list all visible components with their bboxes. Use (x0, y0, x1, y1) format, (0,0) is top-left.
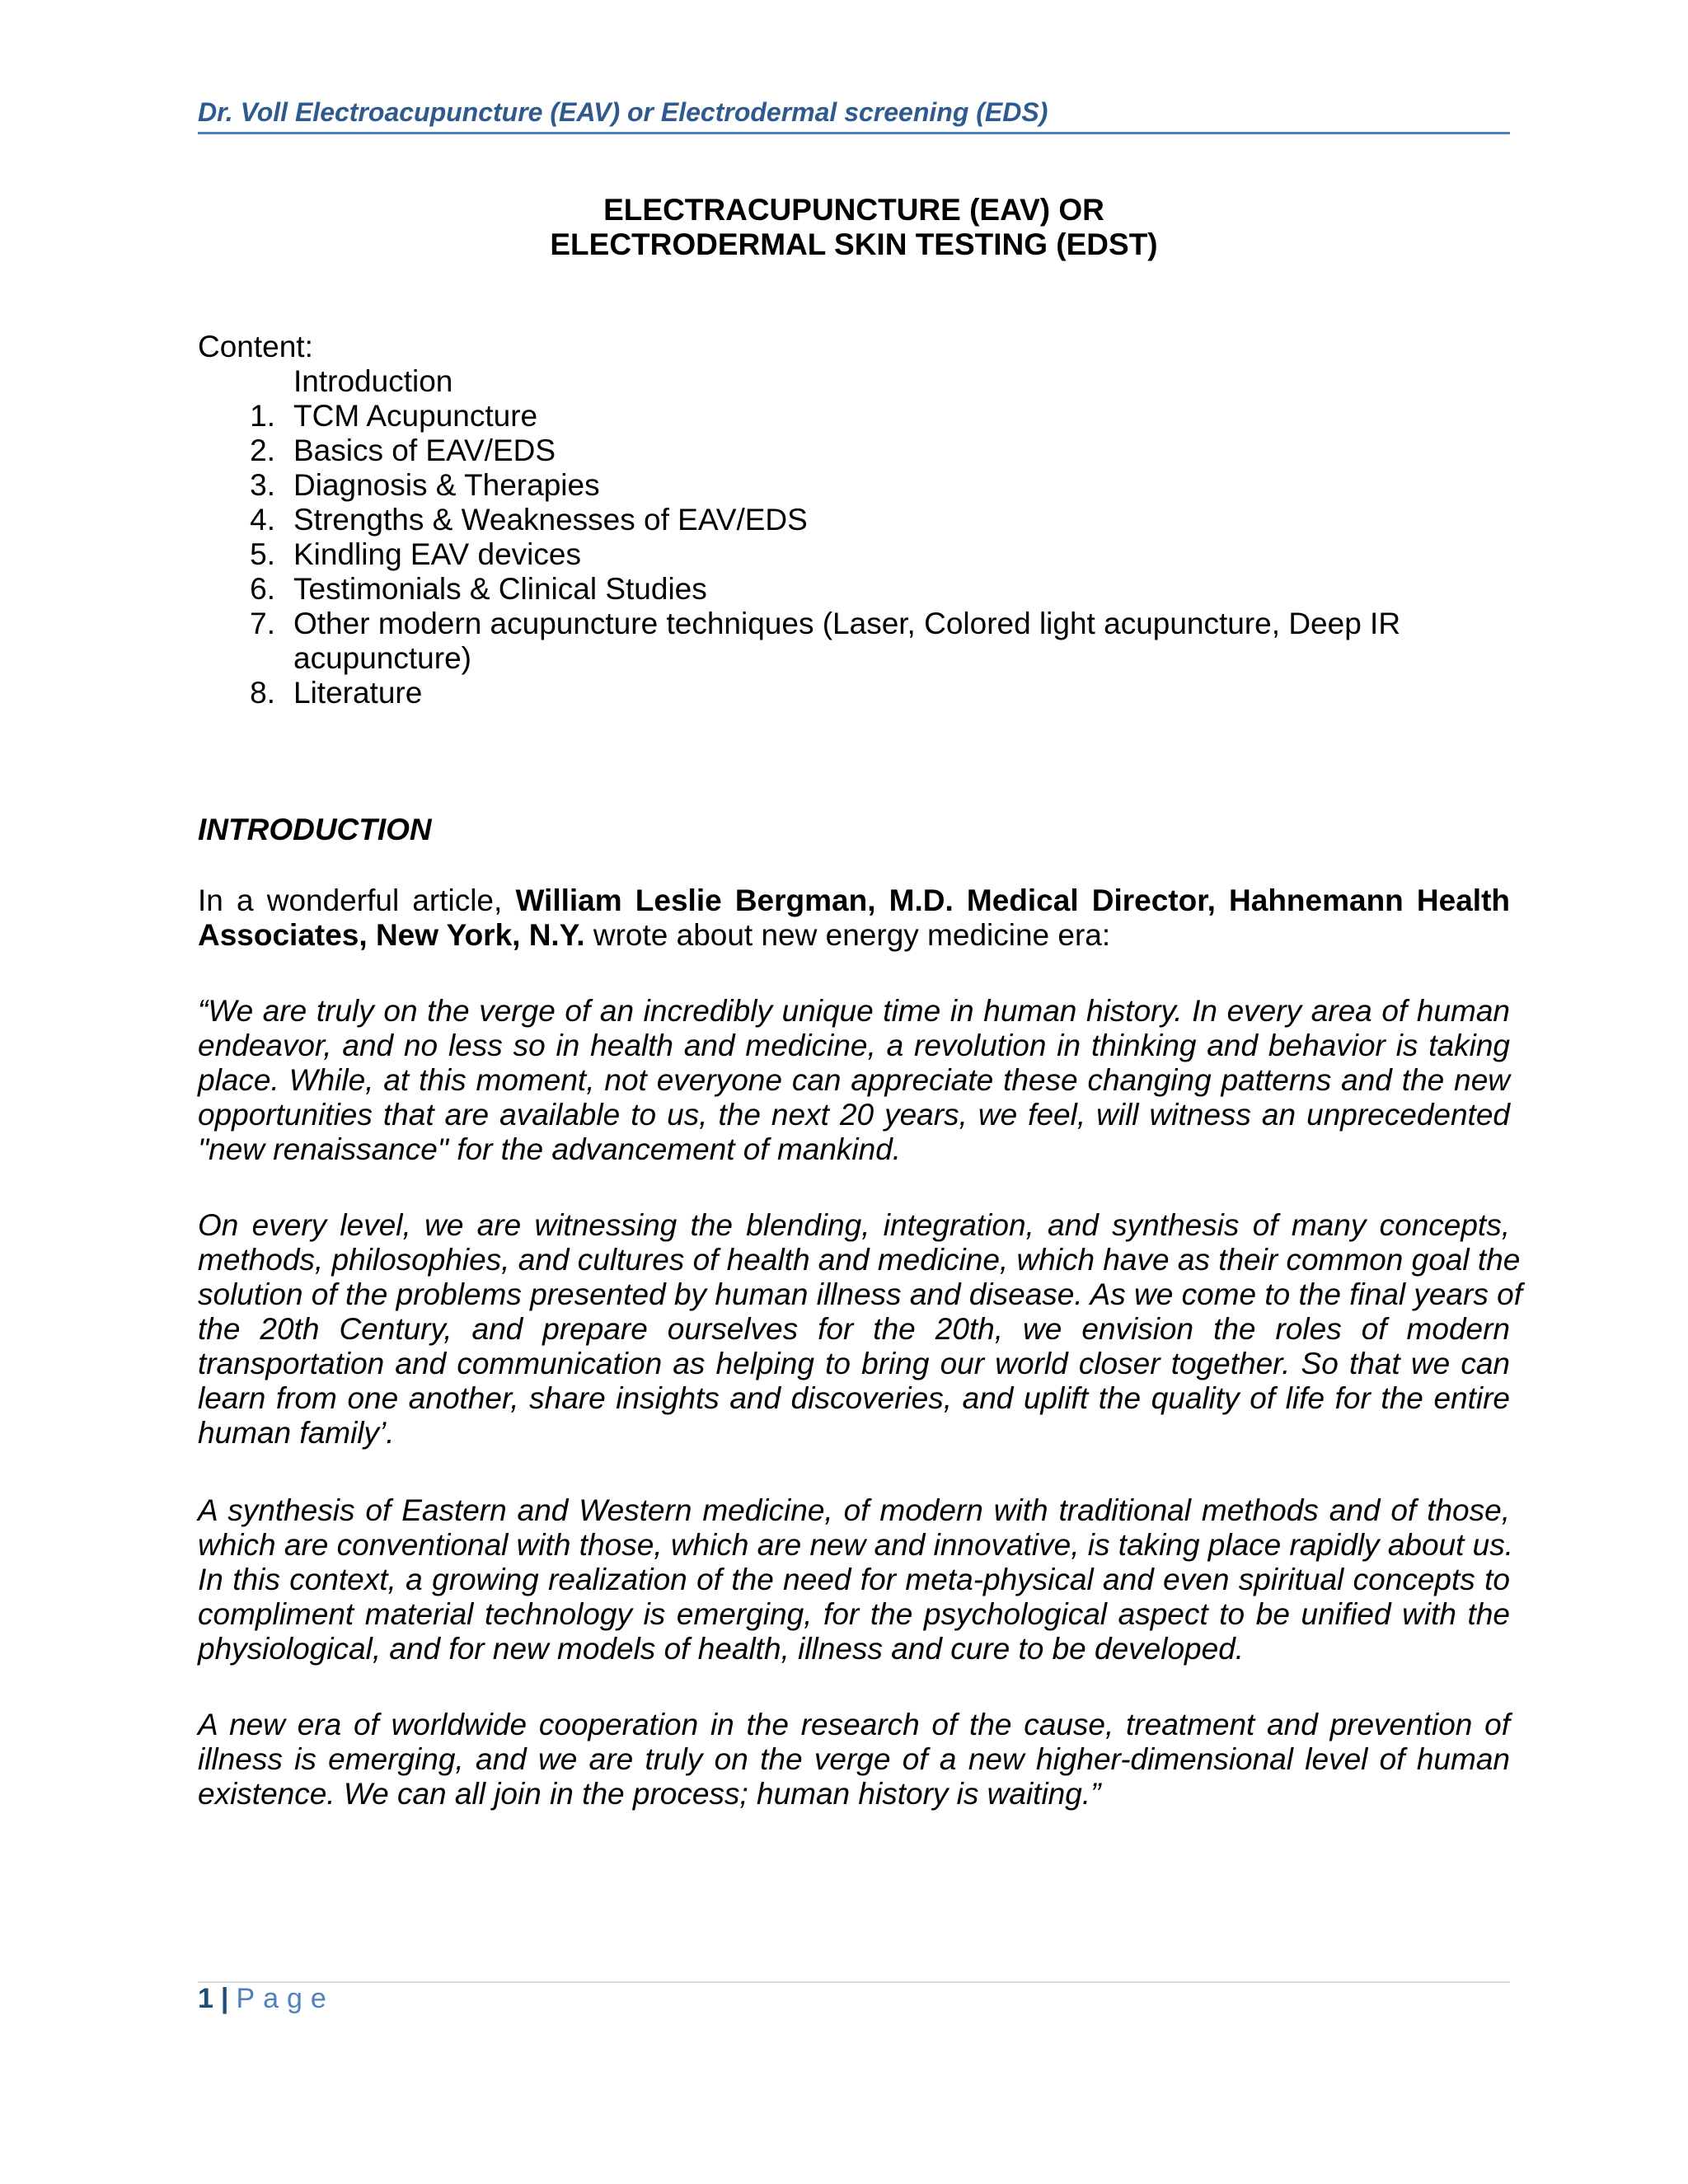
toc-intro: Introduction (293, 364, 453, 398)
toc-item-text-continued: acupuncture) (293, 641, 471, 675)
toc-item-text: Testimonials & Clinical Studies (293, 572, 707, 606)
contents-label: Content: (198, 330, 313, 363)
quote-line: A synthesis of Eastern and Western medicine, of modern with traditional methods and of those, (198, 1493, 1510, 1527)
quote-line: the 20th Century, and prepare ourselves for the 20th, we envision the roles of modern (198, 1312, 1510, 1346)
page-footer (198, 1981, 335, 2016)
quote-line: human family’. (198, 1416, 395, 1450)
author-affiliation: Associates, New York, N.Y. (198, 918, 585, 952)
introduction-heading: INTRODUCTION (198, 813, 432, 846)
toc-item-text: Kindling EAV devices (293, 537, 581, 571)
quote-paragraph-1 (198, 994, 1510, 1167)
toc-item-number: 3. (250, 468, 275, 502)
quote-line: transportation and communication as helping to bring our world closer together. So that we can (198, 1347, 1510, 1380)
quote-line: learn from one another, share insights and discoveries, and uplift the quality of life for the entire (198, 1381, 1510, 1415)
quote-line: illness is emerging, and we are truly on the verge of a new higher-dimensional level of human (198, 1742, 1510, 1776)
quote-paragraph-3 (198, 1493, 1514, 1666)
quote-line: place. While, at this moment, not everyone can appreciate these changing patterns and the new (198, 1063, 1510, 1097)
toc-item-number: 2. (250, 434, 275, 467)
quote-line: "new renaissance" for the advancement of mankind. (198, 1132, 902, 1166)
page-label: Page (236, 1983, 335, 2014)
quote-paragraph-2 (198, 1208, 1522, 1451)
toc-item-number: 1. (250, 399, 275, 433)
toc-item-number: 6. (250, 572, 275, 606)
quote-line: endeavor, and no less so in health and medicine, a revolution in thinking and behavior is taking (198, 1029, 1510, 1062)
running-header-title: Dr. Voll Electroacupuncture (EAV) or Electrodermal screening (EDS) (198, 97, 1048, 127)
toc-item-text: Strengths & Weaknesses of EAV/EDS (293, 503, 808, 537)
intro-line (198, 918, 1510, 953)
quote-line: solution of the problems presented by human illness and disease. As we come to the final years of (198, 1277, 1522, 1311)
footer-separator: | (220, 1983, 230, 2014)
page-number: 1 (198, 1983, 214, 2014)
quote-line: physiological, and for new models of health, illness and cure to be developed. (198, 1632, 1245, 1666)
quote-line: methods, philosophies, and cultures of health and medicine, which have as their common goal the (198, 1243, 1521, 1277)
toc-item-number: 7. (250, 607, 275, 640)
intro-line (198, 883, 1510, 918)
intro-text: wrote about new energy medicine era: (584, 918, 1111, 952)
quote-line: In this context, a growing realization of the need for meta-physical and even spiritual concepts to (198, 1563, 1510, 1596)
quote-line: On every level, we are witnessing the blending, integration, and synthesis of many concepts, (198, 1208, 1510, 1242)
toc-item-text: Basics of EAV/EDS (293, 434, 556, 467)
toc-item-number: 4. (250, 503, 275, 537)
toc-item-text: Diagnosis & Therapies (293, 468, 600, 502)
quote-line: A new era of worldwide cooperation in the research of the cause, treatment and prevention of (198, 1708, 1510, 1741)
toc-item-text: Other modern acupuncture techniques (Laser, Colored light acupuncture, Deep IR (293, 607, 1401, 640)
author-credit: William Leslie Bergman, M.D. Medical Director, Hahnemann Health (515, 883, 1511, 917)
running-header (198, 91, 1510, 134)
toc-item-number: 8. (250, 676, 275, 710)
intro-text: In a wonderful article, (198, 883, 516, 917)
toc-item-text: TCM Acupuncture (293, 399, 538, 433)
quote-paragraph-4 (198, 1708, 1510, 1811)
toc-item-number: 5. (250, 537, 275, 571)
document-title-line-1: ELECTRACUPUNCTURE (EAV) OR (603, 193, 1104, 227)
quote-line: “We are truly on the verge of an incredibly unique time in human history. In every area of human (198, 994, 1510, 1028)
quote-line: existence. We can all join in the process; human history is waiting.” (198, 1777, 1101, 1811)
toc-item-text: Literature (293, 676, 423, 710)
document-title-line-2: ELECTRODERMAL SKIN TESTING (EDST) (550, 227, 1158, 261)
quote-line: which are conventional with those, which are new and innovative, is taking place rapidly about us. (198, 1528, 1514, 1562)
intro-paragraph (198, 883, 1510, 953)
quote-line: compliment material technology is emerging, for the psychological aspect to be unified with the (198, 1597, 1510, 1631)
quote-line: opportunities that are available to us, the next 20 years, we feel, will witness an unprecedented (198, 1098, 1510, 1132)
footer-divider (198, 1981, 1510, 1983)
